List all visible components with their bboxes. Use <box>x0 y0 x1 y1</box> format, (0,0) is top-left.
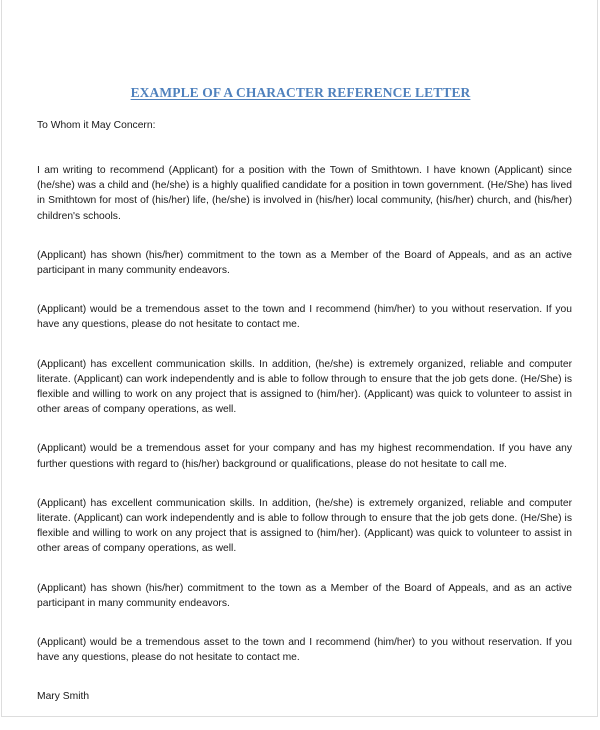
spacer <box>37 665 572 689</box>
letter-body <box>37 118 572 704</box>
signature-name: Mary Smith <box>37 691 90 703</box>
paragraph-4: (Applicant) has excellent communication skills. In addition, (he/she) is extremely organized, reliable and computer literate. (Applicant) can work independently and is able to follow through to ensure that the job gets done. (He/She) is flexible and willing to work on any project that is assigned to (him/her). (Applicant) was quick to volunteer to assist in other areas of company operations, as well. <box>37 358 572 416</box>
spacer <box>37 557 572 581</box>
paragraph-7: (Applicant) has shown (his/her) commitment to the town as a Member of the Board of Appeals, and as an active participant in many community endeavors. <box>37 582 572 609</box>
spacer <box>37 611 572 635</box>
spacer <box>37 278 572 302</box>
document-page <box>1 0 598 717</box>
paragraph-3: (Applicant) would be a tremendous asset to the town and I recommend (him/her) to you without reservation. If you have any questions, please do not hesitate to contact me. <box>37 304 572 331</box>
spacer <box>37 417 572 441</box>
spacer <box>37 224 572 248</box>
paragraph-1: I am writing to recommend (Applicant) for a position with the Town of Smithtown. I have known (Applicant) since (he/she) was a child and (he/she) is a highly qualified candidate for a position in town government. (He/She) has lived in Smithtown for most of (his/her) life, (he/she) is involved in (his/her) local community, (his/her) church, and (his/her) children's schools. <box>37 165 572 222</box>
spacer <box>37 133 572 163</box>
spacer <box>37 333 572 357</box>
salutation: To Whom it May Concern: <box>37 120 156 131</box>
paragraph-5: (Applicant) would be a tremendous asset for your company and has my highest recommendation. If you have any further questions with regard to (his/her) background or qualifications, please do not hesitate to call me. <box>37 443 572 470</box>
spacer <box>37 472 572 496</box>
paragraph-6: (Applicant) has excellent communication skills. In addition, (he/she) is extremely organized, reliable and computer literate. (Applicant) can work independently and is able to follow through to ensure that the job gets done. (He/She) is flexible and willing to work on any project that is assigned to (him/her). (Applicant) was quick to volunteer to assist in other areas of company operations, as well. <box>37 497 572 555</box>
paragraph-2: (Applicant) has shown (his/her) commitment to the town as a Member of the Board of Appeals, and as an active participant in many community endeavors. <box>37 249 572 277</box>
page-title: EXAMPLE OF A CHARACTER REFERENCE LETTER <box>130 85 471 100</box>
paragraph-8: (Applicant) would be a tremendous asset to the town and I recommend (him/her) to you without reservation. If you have any questions, please do not hesitate to contact me. <box>37 637 572 664</box>
